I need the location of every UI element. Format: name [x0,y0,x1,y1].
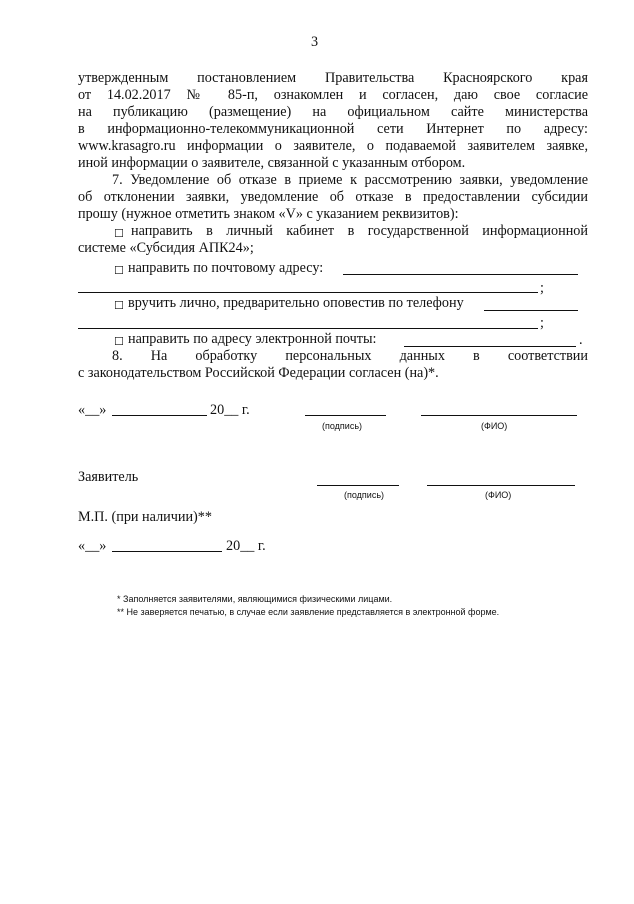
phone-field-2[interactable] [78,328,538,329]
checkbox-post[interactable]: ☐ [114,264,124,277]
para1-line-2: от 14.02.2017 № 85-п, ознакомлен и согласен, даю свое согласие [78,87,588,103]
footnote-2: ** Не заверяется печатью, в случае если заявление представляется в электронной форме. [117,607,500,617]
page-number: 3 [311,34,319,50]
option-cabinet-line-1: направить в личный кабинет в государственной информационной [131,223,588,239]
date-1-day: «__» [78,402,107,418]
checkbox-cabinet[interactable]: ☐ [114,227,124,240]
item8-line-1: 8. На обработку персональных данных в соответствии [112,348,588,364]
signature-1-caption: (подпись) [322,421,363,431]
para1-line-3: на публикацию (размещение) на официальном сайте министерства [78,104,588,120]
footnote-1: * Заполняется заявителями, являющимися физическими лицами. [117,594,393,604]
option-post-end: ; [540,280,544,296]
date-2-day: «__» [78,538,107,554]
date-1-month-field[interactable] [112,415,207,416]
post-address-field-2[interactable] [78,292,538,293]
fio-2-field[interactable] [427,485,575,486]
para1-line-1: утвержденным постановлением Правительства Красноярского края [78,70,588,86]
option-email-end: . [579,332,583,348]
stamp-label: М.П. (при наличии)** [78,509,212,525]
checkbox-hand[interactable]: ☐ [114,299,124,312]
option-hand-label: вручить лично, предварительно оповестив по телефону [128,295,464,311]
signature-2-field[interactable] [317,485,399,486]
para1-line-5: www.krasagro.ru информации о заявителе, о подаваемой заявителем заявке, [78,138,588,154]
checkbox-email[interactable]: ☐ [114,335,124,348]
fio-1-caption: (ФИО) [481,421,508,431]
option-hand-end: ; [540,315,544,331]
date-2-year: 20__ г. [226,538,266,554]
para1-line-4: в информационно-телекоммуникационной сети Интернет по адресу: [78,121,588,137]
item8-line-2: с законодательством Российской Федерации согласен (на)*. [78,365,439,381]
phone-field[interactable] [484,310,578,311]
email-field[interactable] [404,346,576,347]
item7-line-1: 7. Уведомление об отказе в приеме к рассмотрению заявки, уведомление [112,172,588,188]
applicant-label: Заявитель [78,469,139,485]
item7-line-2: об отклонении заявки, уведомление об отказе в предоставлении субсидии [78,189,588,205]
option-cabinet-line-2: системе «Субсидия АПК24»; [78,240,254,256]
signature-1-field[interactable] [305,415,386,416]
signature-2-caption: (подпись) [344,490,385,500]
item7-line-3: прошу (нужное отметить знаком «V» с указанием реквизитов): [78,206,459,222]
fio-2-caption: (ФИО) [485,490,512,500]
date-1-year: 20__ г. [210,402,250,418]
date-2-month-field[interactable] [112,551,222,552]
fio-1-field[interactable] [421,415,577,416]
option-email-label: направить по адресу электронной почты: [128,331,377,347]
post-address-field[interactable] [343,274,578,275]
option-post-label: направить по почтовому адресу: [128,260,324,276]
para1-line-6: иной информации о заявителе, связанной с указанным отбором. [78,155,466,171]
